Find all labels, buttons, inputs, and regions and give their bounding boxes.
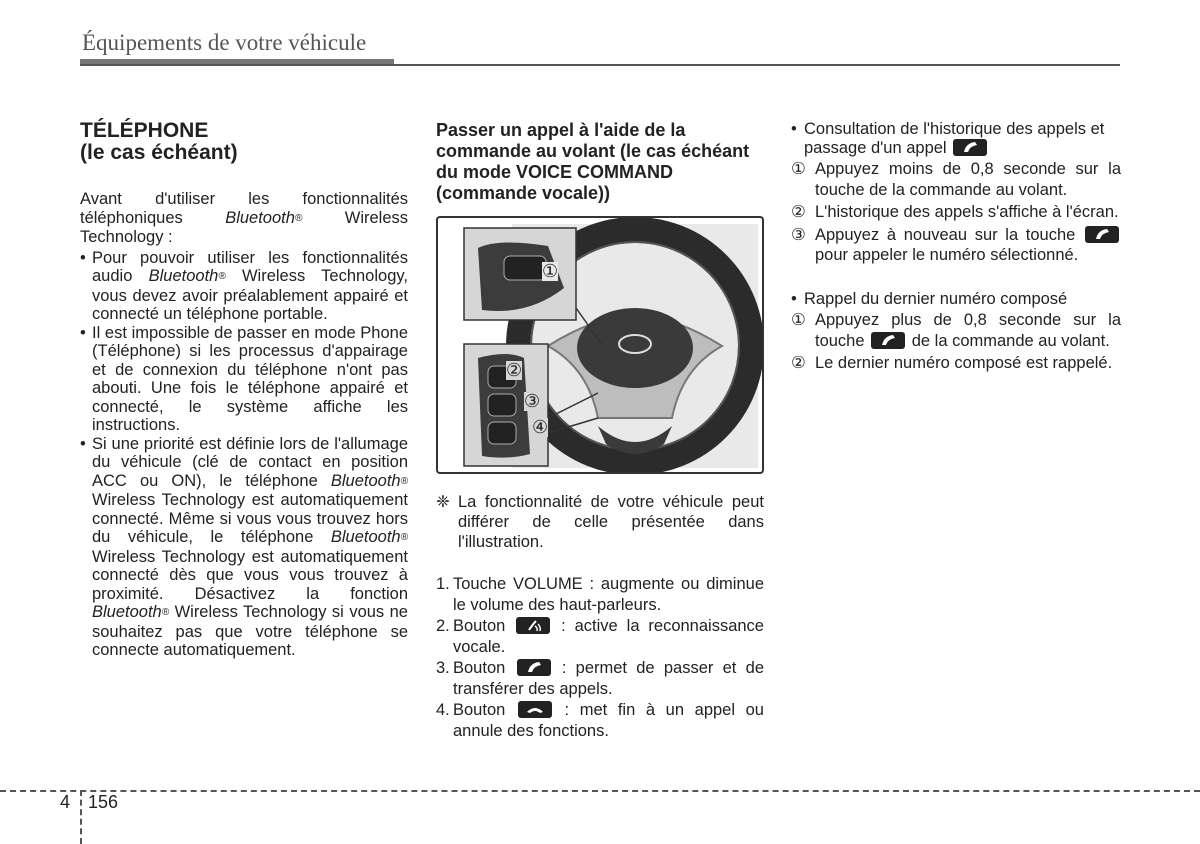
bullet-pairing <box>80 249 408 324</box>
bullet-phone-mode: • Il est impossible de passer en mode Phone (Téléphone) si les processus d'appairage et de connexion du téléphone n'ont pas abouti. Une fois le téléphone appairé et connecté, le système affiche les instructions. <box>80 324 408 435</box>
registered-mark: ® <box>161 607 170 618</box>
steering-call-title: Passer un appel à l'aide de la commande au volant (le cas échéant du mode VOICE COMMAND (commande vocale)) <box>436 120 750 203</box>
section-title <box>80 120 408 164</box>
chapter-number: 4 <box>60 792 71 812</box>
list-item-text-b: : met fin à un appel ou annule des fonctions. <box>453 701 764 740</box>
registered-mark: ® <box>218 271 226 282</box>
redial-step-1 <box>791 310 1121 351</box>
intro-bluetooth: Bluetooth <box>225 208 295 227</box>
call-icon <box>1085 226 1119 243</box>
bullet-priority-text-c: Wireless Technology est automatiquement connecté dès que vous vous trouvez à proximité. Désactivez la fonction <box>92 547 408 603</box>
step-text: Appuyez moins de 0,8 seconde sur la touche de la commande au volant. <box>815 160 1121 199</box>
bullet-pairing-bluetooth: Bluetooth <box>148 267 219 285</box>
list-item-text-a: Bouton <box>453 701 516 719</box>
footer-rule <box>0 790 1200 792</box>
button-list <box>436 574 764 741</box>
step-text: Le dernier numéro composé est rappelé. <box>815 354 1113 372</box>
history-step-1 <box>791 159 1121 200</box>
callout-1: ① <box>542 261 559 281</box>
hang-up-icon <box>518 701 552 718</box>
bullet-priority-text-b: Wireless Technology est automatiquement connecté. Même si vous vous trouvez hors du véhicule, le téléphone <box>92 491 408 546</box>
page-number: 156 <box>88 792 119 812</box>
intro-text-a: Avant d'utiliser les fonctionnalités téléphoniques <box>80 190 408 227</box>
middle-column <box>436 120 764 742</box>
list-item-text-b: : active la reconnaissance vocale. <box>453 617 764 656</box>
step-text-a: Appuyez à nouveau sur la touche <box>815 225 1076 244</box>
bullet-priority-bluetooth-2: Bluetooth <box>330 528 401 546</box>
call-icon <box>517 659 551 676</box>
step-number: ② <box>791 203 806 221</box>
callout-3: ③ <box>524 391 541 411</box>
callout-4: ④ <box>532 417 549 437</box>
illustration-note <box>436 492 764 552</box>
list-item-text-b: : permet de passer et de transférer des appels. <box>453 659 765 698</box>
list-item-number: 1. <box>436 575 450 593</box>
steering-wheel-figure <box>436 216 764 474</box>
step-text: L'historique des appels s'affiche à l'écran. <box>815 203 1119 221</box>
call-history-heading <box>791 120 1121 157</box>
list-item-call <box>436 658 764 699</box>
step-number: ① <box>791 311 806 329</box>
step-text-b: pour appeler le numéro sélectionné. <box>815 246 1079 264</box>
redial-heading: • Rappel du dernier numéro composé <box>791 290 1121 309</box>
section-title-line2: (le cas échéant) <box>80 141 238 164</box>
list-item-voice <box>436 616 764 657</box>
voice-recognition-icon <box>516 617 550 634</box>
list-item-text: Touche VOLUME : augmente ou diminue le volume des haut-parleurs. <box>453 575 764 614</box>
page-header-title: Équipements de votre véhicule <box>82 30 367 55</box>
bullet-priority-bluetooth-1: Bluetooth <box>330 471 401 490</box>
intro-text-b: Wireless Technology : <box>80 208 408 246</box>
step-number: ② <box>791 354 806 372</box>
left-column <box>80 120 408 660</box>
bullet-priority-text-d: Wireless Technology si vous ne souhaitez pas que votre téléphone se connecte automatiquement. <box>92 603 408 659</box>
list-item-number: 2. <box>436 617 450 635</box>
step-number: ③ <box>791 225 806 244</box>
bullet-priority <box>80 435 408 660</box>
registered-mark: ® <box>400 475 408 487</box>
steering-wheel-illustration <box>438 218 762 472</box>
history-step-2 <box>791 202 1121 223</box>
callout-2: ② <box>506 360 523 380</box>
list-item-text-a: Bouton <box>453 659 515 677</box>
bullet-pairing-text-a: Pour pouvoir utiliser les fonctionnalités audio <box>92 248 408 285</box>
history-step-3 <box>791 225 1121 266</box>
registered-mark: ® <box>400 532 408 543</box>
call-history-text: Consultation de l'historique des appels et passage d'un appel <box>804 120 1105 157</box>
list-item-number: 3. <box>436 659 450 677</box>
right-column <box>791 120 1121 374</box>
header-rule <box>80 64 1120 66</box>
step-text-a: Appuyez plus de 0,8 seconde sur la touche <box>815 311 1121 350</box>
list-item-text-a: Bouton <box>453 617 515 635</box>
registered-mark: ® <box>294 212 303 224</box>
note-symbol: ❈ <box>436 493 450 511</box>
bullet-priority-bluetooth-3: Bluetooth <box>92 603 162 621</box>
call-icon <box>871 332 905 349</box>
list-item-number: 4. <box>436 701 450 719</box>
redial-step-2 <box>791 353 1121 374</box>
bullet-priority-text-a: Si une priorité est définie lors de l'allumage du véhicule (clé de contact en position ACC ou ON), le téléphone <box>92 434 408 490</box>
step-number: ① <box>791 160 806 178</box>
section-title-line1: TÉLÉPHONE <box>80 119 209 142</box>
step-text-b: de la commande au volant. <box>907 331 1110 350</box>
list-item-hangup <box>436 700 764 741</box>
list-item-volume <box>436 574 764 615</box>
intro-paragraph <box>80 190 408 247</box>
bullet-pairing-text-b: Wireless Technology, vous devez avoir préalablement appairé et connecté un téléphone portable. <box>92 267 408 323</box>
call-icon <box>953 139 987 156</box>
note-text: La fonctionnalité de votre véhicule peut différer de celle présentée dans l'illustration. <box>458 493 764 551</box>
footer-divider <box>80 790 82 844</box>
